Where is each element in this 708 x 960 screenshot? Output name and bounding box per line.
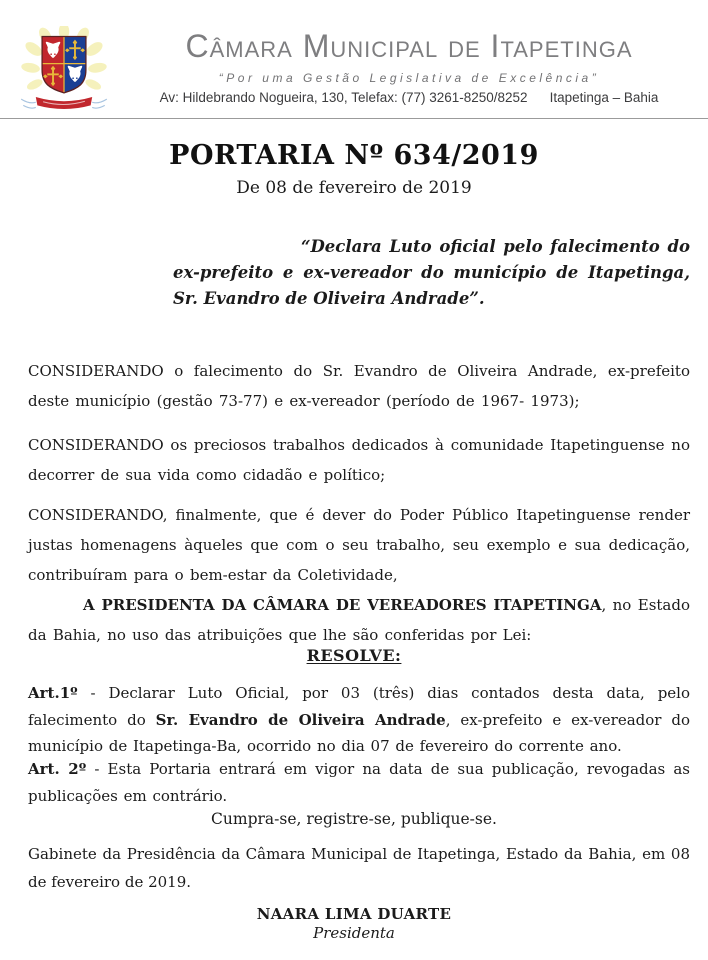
- article-1-text-before: - Declarar Luto Oficial, por 03 (três) dias contados desta data, pelo falecimento do: [28, 684, 690, 729]
- signature-name: NAARA LIMA DUARTE: [256, 905, 452, 923]
- issuance-paragraph: Gabinete da Presidência da Câmara Municipal de Itapetinga, Estado da Bahia, em 08 de fevereiro de 2019.: [28, 845, 690, 891]
- banner-ribbon: [36, 97, 92, 109]
- consideration-paragraph-1: CONSIDERANDO o falecimento do Sr. Evandro de Oliveira Andrade, ex-prefeito deste município (gestão 73-77) e ex-vereador (período de 1967- 1973);: [28, 362, 690, 410]
- article-2-label: Art. 2º: [28, 760, 87, 778]
- signature-block: [0, 905, 708, 943]
- authority-title-bold: A PRESIDENTA DA CÂMARA DE VEREADORES ITAPETINGA: [83, 596, 602, 614]
- document-title: PORTARIA Nº 634/2019: [169, 140, 539, 171]
- signature-role: Presidenta: [313, 924, 395, 942]
- org-motto: “Por uma Gestão Legislativa de Excelência”: [218, 70, 600, 85]
- letterhead: [0, 20, 708, 120]
- address-street-phone: Av: Hildebrando Nogueira, 130, Telefax: (77) 3261-8250/8252: [159, 89, 528, 105]
- article-1-text-after: , ex-prefeito e ex-vereador do município de Itapetinga-Ba, ocorrido no dia 07 de fevereiro do corrente ano.: [28, 710, 691, 755]
- coat-of-arms-logo: [0, 20, 128, 120]
- article-2-text: - Esta Portaria entrará em vigor na data de sua publicação, revogadas as publicações em contrário.: [28, 760, 690, 805]
- address-city-state: Itapetinga – Bahia: [549, 89, 659, 105]
- epigraph-quote: “Declara Luto oficial pelo falecimento do ex-prefeito e ex-vereador do município de Itapetinga, Sr. Evandro de Oliveira Andrade”.: [173, 237, 690, 308]
- article-1: [28, 680, 690, 760]
- consideration-paragraph-3: CONSIDERANDO, finalmente, que é dever do Poder Público Itapetinguense render justas homenagens àqueles que com o seu trabalho, seu exemplo e sua dedicação, contribuíram para o bem-estar da Coletividade,: [28, 506, 690, 584]
- letterhead-text: [128, 20, 708, 105]
- letterhead-divider: [0, 118, 708, 119]
- resolve-heading: RESOLVE:: [306, 646, 402, 665]
- org-address: [128, 90, 690, 105]
- closing-formula: Cumpra-se, registre-se, publique-se.: [211, 810, 497, 828]
- authority-rest: , no Estado da Bahia, no uso das atribuições que lhe são conferidas por Lei:: [28, 596, 691, 644]
- authority-paragraph: [28, 590, 690, 650]
- article-1-name-bold: Sr. Evandro de Oliveira Andrade: [155, 710, 446, 729]
- article-2: [28, 756, 690, 809]
- consideration-paragraph-2: CONSIDERANDO os preciosos trabalhos dedicados à comunidade Itapetinguense no decorrer de sua vida como cidadão e político;: [28, 436, 690, 484]
- article-1-label: Art.1º: [28, 684, 78, 702]
- org-name: Câmara Municipal de Itapetinga: [185, 28, 633, 64]
- document-date: De 08 de fevereiro de 2019: [236, 178, 472, 198]
- coat-of-arms-icon: [18, 26, 110, 120]
